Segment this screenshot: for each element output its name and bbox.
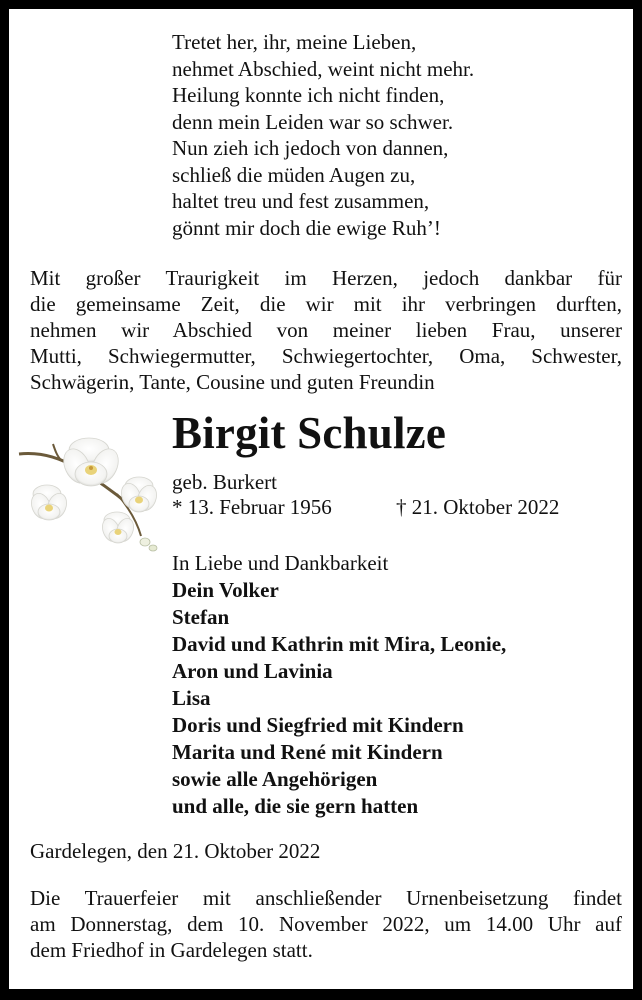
intro-line: Schwägerin, Tante, Cousine und guten Freundin: [30, 370, 435, 394]
intro-line: Mit großer Traurigkeit im Herzen, jedoch dankbar für: [30, 266, 622, 290]
poem-line: Nun zieh ich jedoch von dannen,: [172, 136, 449, 160]
maiden-name: geb. Burkert: [172, 470, 277, 494]
poem-line: Tretet her, ihr, meine Lieben,: [172, 30, 417, 54]
orchid-icon: [17, 424, 163, 554]
obituary-card: [9, 9, 633, 989]
mourner-line: David und Kathrin mit Mira, Leonie,: [172, 632, 507, 656]
mourner-line: Marita und René mit Kindern: [172, 740, 443, 764]
service-line: Die Trauerfeier mit anschließender Urnenbeisetzung findet: [30, 886, 622, 910]
mourner-line: Doris und Siegfried mit Kindern: [172, 713, 464, 737]
poem: [172, 29, 474, 241]
place-date: Gardelegen, den 21. Oktober 2022: [30, 839, 321, 863]
service-info: [30, 885, 622, 963]
poem-line: denn mein Leiden war so schwer.: [172, 109, 454, 134]
intro-paragraph: [30, 265, 622, 395]
mourners-intro: In Liebe und Dankbarkeit: [172, 551, 389, 575]
deceased-name: Birgit Schulze: [172, 408, 447, 458]
intro-line: Mutti, Schwiegermutter, Schwiegertochter, Oma, Schwester,: [30, 344, 622, 368]
birth-date: * 13. Februar 1956: [172, 495, 332, 519]
poem-line: haltet treu und fest zusammen,: [172, 189, 430, 213]
intro-line: nehmen wir Abschied von meiner lieben Frau, unserer: [30, 318, 622, 342]
mourner-line: sowie alle Angehörigen: [172, 767, 378, 791]
mourners-list: [172, 550, 506, 820]
death-date: † 21. Oktober 2022: [396, 495, 560, 519]
poem-line: schließ die müden Augen zu,: [172, 162, 416, 187]
poem-line: gönnt mir doch die ewige Ruh’!: [172, 215, 441, 240]
intro-line: die gemeinsame Zeit, die wir mit ihr verbringen durften,: [30, 292, 622, 316]
poem-line: Heilung konnte ich nicht finden,: [172, 83, 445, 107]
mourner-line: Stefan: [172, 605, 230, 629]
service-line: am Donnerstag, dem 10. November 2022, um 14.00 Uhr auf: [30, 912, 622, 936]
mourner-line: Aron und Lavinia: [172, 659, 333, 683]
mourner-line: und alle, die sie gern hatten: [172, 794, 419, 818]
mourner-line: Lisa: [172, 686, 211, 710]
service-line: dem Friedhof in Gardelegen statt.: [30, 938, 313, 962]
poem-line: nehmet Abschied, weint nicht mehr.: [172, 56, 475, 81]
mourner-line: Dein Volker: [172, 578, 279, 602]
